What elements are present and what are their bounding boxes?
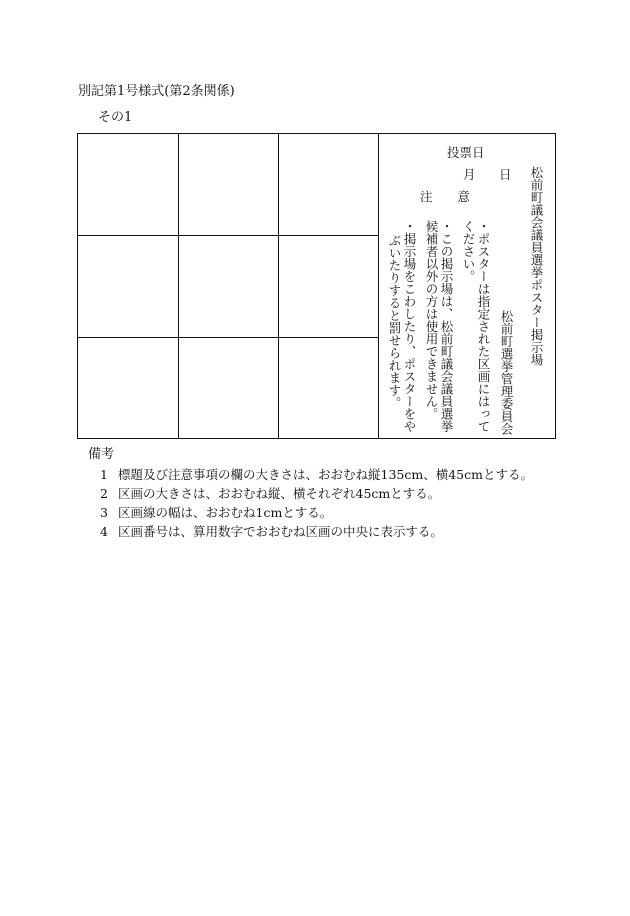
poster-title: 松前町議会議員選挙ポスター掲示場: [529, 166, 544, 366]
remark-text: 区画線の幅は、おおむね1cmとする。: [118, 505, 333, 520]
remark-number: 3: [100, 505, 108, 520]
remark-text: 標題及び注意事項の欄の大きさは、おおむね縦135cm、横45cmとする。: [118, 467, 533, 482]
remark-text: 区画番号は、算用数字でおおむね区画の中央に表示する。: [118, 524, 444, 539]
grid-line-vertical-3: [378, 134, 379, 438]
grid-line-vertical-1: [178, 134, 179, 438]
remark-item: [100, 486, 440, 502]
grid-line-horizontal-1: [78, 235, 378, 236]
grid-line-horizontal-2: [78, 337, 378, 338]
caution-line-2: ください。: [461, 220, 476, 283]
caution-line-4: 候補者以外の方は使用できません。: [424, 220, 439, 420]
poster-board-diagram: [77, 133, 556, 439]
issuer-name: 松前町選挙管理委員会: [499, 310, 514, 435]
remark-text: 区画の大きさは、おおむね縦、横それぞれ45cmとする。: [118, 486, 441, 501]
remark-number: 4: [100, 524, 108, 539]
remark-item: [100, 505, 332, 521]
month-label: 月: [463, 167, 476, 182]
caution-line-5: ・掲示場をこわしたり、ポスターをや: [402, 220, 417, 433]
caution-label: 注 意: [420, 189, 471, 204]
form-number-heading: 別記第1号様式(第2条関係): [78, 84, 235, 99]
form-subheading: その1: [98, 110, 133, 125]
day-label: 日: [499, 167, 512, 182]
remark-item: [100, 467, 533, 483]
caution-line-1: ・ポスターは指定された区画にはって: [476, 220, 491, 433]
remarks-title: 備考: [88, 447, 115, 462]
caution-line-3: ・この掲示場は、松前町議会議員選挙: [439, 220, 454, 433]
remark-item: [100, 524, 443, 540]
voting-day-label: 投票日: [447, 145, 485, 160]
caution-line-6: ぶいたりすると罰せられます。: [387, 234, 402, 409]
remark-number: 2: [100, 486, 108, 501]
remark-number: 1: [100, 467, 108, 482]
grid-line-vertical-2: [278, 134, 279, 438]
